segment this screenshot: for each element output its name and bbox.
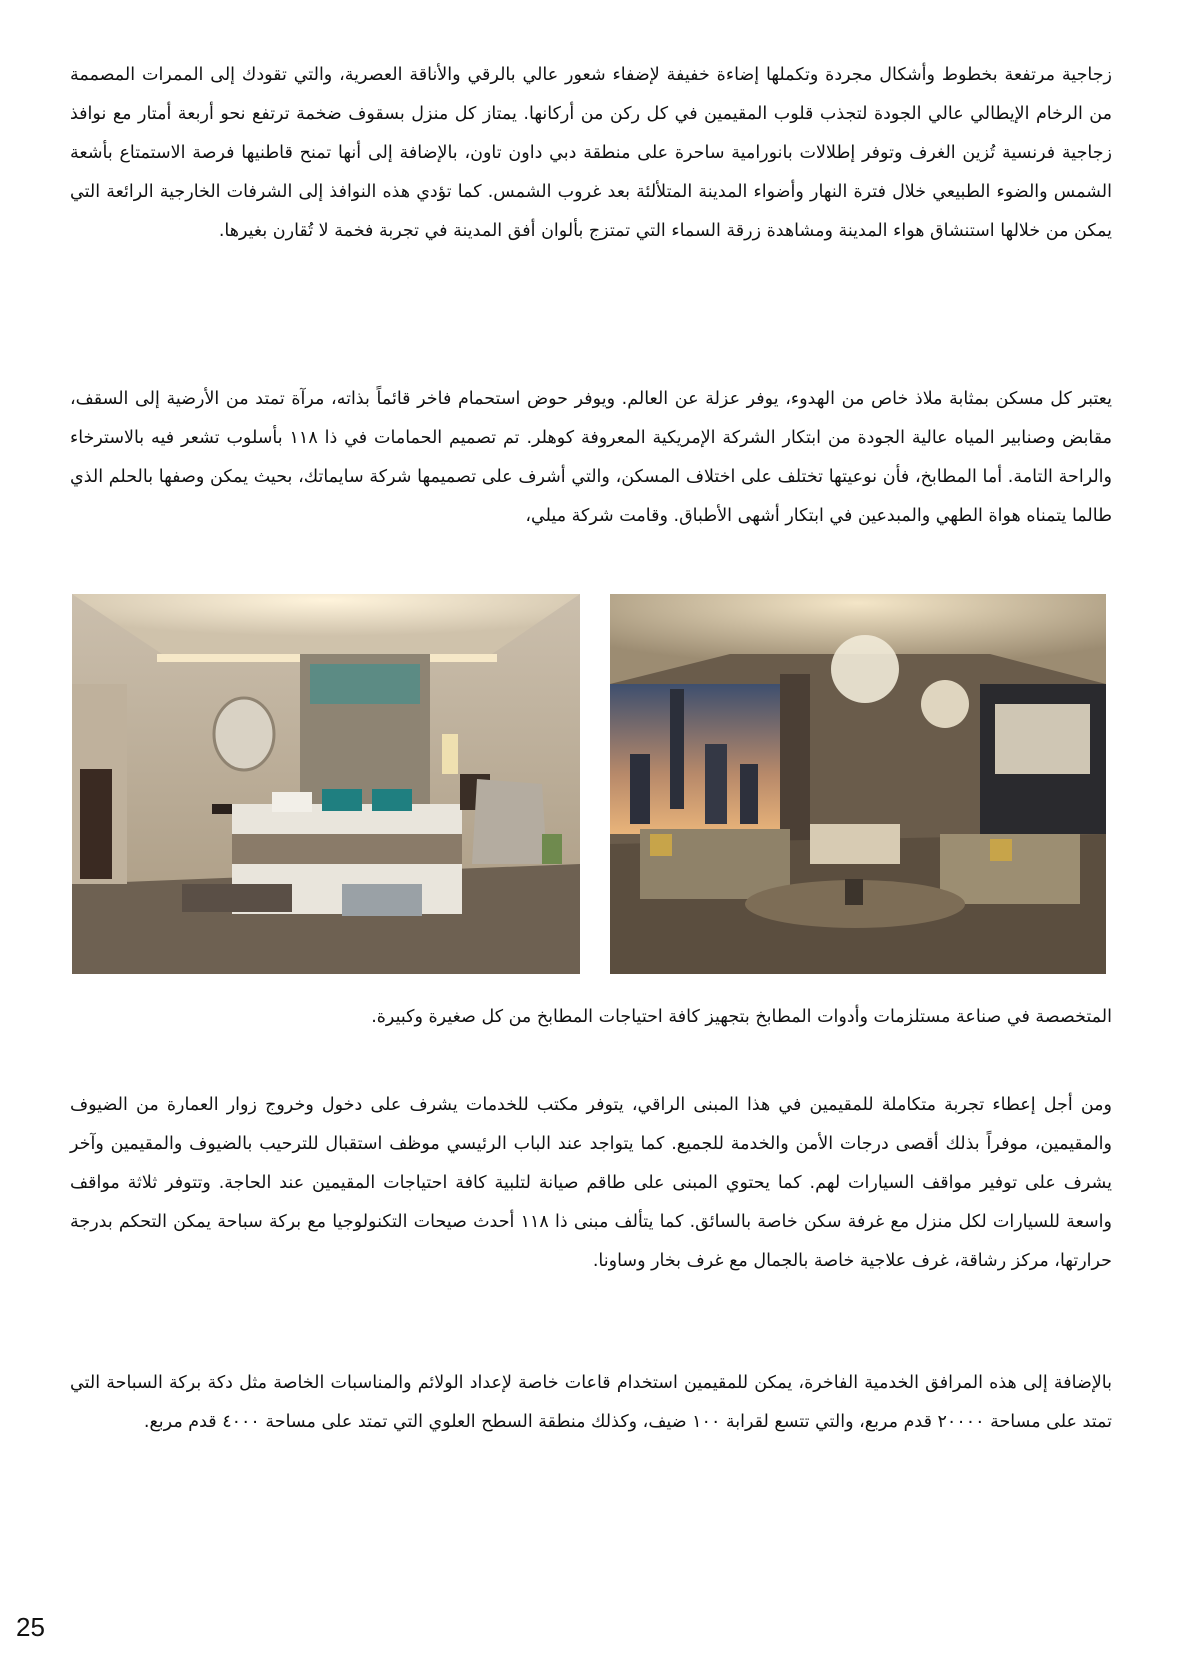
paragraph-facilities: بالإضافة إلى هذه المرافق الخدمية الفاخرة، يمكن للمقيمين استخدام قاعات خاصة لإعداد الولائم والمناسبات الخاصة مثل دكة بركة السباحة التي تمتد على مساحة ٢٠٠٠٠ قدم مربع، والتي تتسع لقرابة ١٠٠ ضيف، وكذلك منطقة السطح العلوي التي تمتد على مساحة ٤٠٠٠ قدم مربع. (70, 1373, 1112, 1432)
page-number: 25 (16, 1612, 45, 1642)
paragraph-residence: يعتبر كل مسكن بمثابة ملاذ خاص من الهدوء، يوفر عزلة عن العالم. ويوفر حوض استحمام فاخر قائماً بذاته، مرآة تمتد من الأرضية إلى السقف، مقابض وصنابير المياه عالية الجودة من ابتكار الشركة الإمريكية المعروفة كوهلر. تم تصميم الحمامات في ذا ١١٨ بأسلوب تشعر فيه بالاسترخاء والراحة التامة. أما المطابخ، فأن نوعيتها تختلف على اختلاف المسكن، والتي أشرف على تصميمها شركة سايماتك، بحيث يمكن وصفها بالحلم الذي طالما يتمناه هواة الطهي والمبدعين في ابتكار أشهى الأطباق. وقامت شركة ميلي، (70, 389, 1112, 526)
paragraph-windows: زجاجية مرتفعة بخطوط وأشكال مجردة وتكملها إضاءة خفيفة لإضفاء شعور عالي بالرقي والأناقة العصرية، والتي تقودك إلى الممرات المصممة من الرخام الإيطالي عالي الجودة لتجذب قلوب المقيمين في كل ركن من أركانها. يمتاز كل منزل بسقوف ضخمة ترتفع نحو أربعة أمتار مع نوافذ زجاجية فرنسية تُزين الغرف وتوفر إطلالات بانورامية ساحرة على منطقة دبي داون تاون، بالإضافة إلى أنها تمنح قاطنيها فرصة الاستمتاع بأشعة الشمس والضوء الطبيعي خلال فترة النهار وأضواء المدينة المتلألئة بعد غروب الشمس. كما تؤدي هذه النوافذ إلى الشرفات الخارجية الرائعة التي يمكن من خلالها استنشاق هواء المدينة ومشاهدة زرقة السماء التي تمتزج بألوان أفق المدينة في تجربة فخمة لا تُقارن بغيرها. (70, 65, 1112, 241)
bedroom-photo (72, 594, 580, 974)
living-room-photo (610, 594, 1106, 974)
paragraph-kitchens: المتخصصة في صناعة مستلزمات وأدوات المطابخ بتجهيز كافة احتياجات المطابخ من كل صغيرة وكبيرة. (371, 1007, 1112, 1027)
paragraph-services: ومن أجل إعطاء تجربة متكاملة للمقيمين في هذا المبنى الراقي، يتوفر مكتب للخدمات يشرف على دخول وخروج زوار العمارة من الضيوف والمقيمين، موفراً بذلك أقصى درجات الأمن والخدمة للجميع. كما يتواجد عند الباب الرئيسي موظف استقبال للترحيب بالضيوف والمقيمين وآخر يشرف على توفير مواقف السيارات لهم. كما يحتوي المبنى على طاقم صيانة لتلبية كافة احتياجات المقيمين عند الحاجة. وتتوفر ثلاثة مواقف واسعة للسيارات لكل منزل مع غرفة سكن خاصة بالسائق. كما يتألف مبنى ذا ١١٨ أحدث صيحات التكنولوجيا مع بركة سباحة يمكن التحكم بدرجة حرارتها، مركز رشاقة، غرف علاجية خاصة بالجمال مع غرف بخار وساونا. (70, 1095, 1112, 1271)
